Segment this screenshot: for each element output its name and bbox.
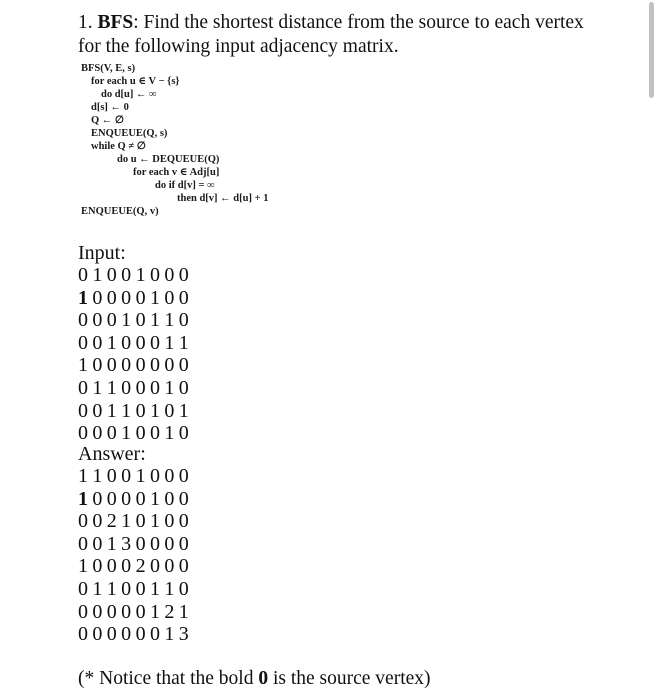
matrix-cell: 1 [78,465,88,487]
matrix-cell: 0 [164,264,175,286]
matrix-row [78,623,193,646]
matrix-cell: 0 [149,532,160,555]
matrix-cell: 0 [149,264,160,286]
question-text-line-2: for the following input adjacency matrix. [78,36,399,57]
matrix-row [78,309,193,332]
matrix-cell: 1 [78,354,88,377]
matrix-cell: 0 [178,354,189,377]
matrix-cell: 1 [164,376,175,399]
matrix-cell: 0 [135,331,146,354]
matrix-cell: 0 [149,331,160,354]
matrix-cell: 0 [78,623,88,646]
matrix-cell: 1 [178,331,189,354]
matrix-row [78,287,193,310]
note-prefix: (* Notice that the bold [78,668,259,689]
matrix-cell: 0 [78,309,88,332]
matrix-row [78,400,193,423]
matrix-row [78,601,193,624]
matrix-cell: 2 [135,555,146,578]
matrix-cell: 0 [92,532,103,555]
matrix-cell: 0 [164,555,175,578]
matrix-row [78,354,193,377]
matrix-cell: 0 [92,623,103,646]
matrix-cell: 0 [135,510,146,533]
matrix-cell: 0 [121,577,132,600]
answer-matrix [78,465,193,646]
matrix-cell: 0 [92,555,103,578]
matrix-cell: 0 [92,600,103,623]
matrix-cell: 0 [164,354,175,377]
matrix-cell: 0 [178,376,189,399]
matrix-cell: 0 [92,309,103,332]
matrix-cell: 0 [106,309,117,332]
matrix-cell: 1 [178,399,189,422]
matrix-cell: 1 [106,331,117,354]
input-matrix [78,264,193,445]
matrix-row [78,377,193,400]
matrix-cell: 0 [92,487,103,510]
pseudocode-line: BFS(V, E, s) [81,63,136,74]
matrix-cell: 0 [149,465,160,487]
pseudocode-line: d[s] ← 0 [91,102,129,113]
matrix-cell: 0 [78,264,88,286]
matrix-cell: 0 [121,487,132,510]
matrix-cell: 1 [149,510,160,533]
matrix-cell: 0 [135,623,146,646]
matrix-cell: 1 [149,577,160,600]
pseudocode-line: ENQUEUE(Q, s) [91,128,168,139]
matrix-cell: 0 [106,487,117,510]
pseudocode-line: ENQUEUE(Q, v) [81,206,159,217]
matrix-cell: 0 [135,487,146,510]
matrix-cell: 0 [135,399,146,422]
note-bold-zero: 0 [258,668,269,689]
matrix-cell: 0 [121,600,132,623]
matrix-cell: 1 [106,399,117,422]
matrix-row [78,533,193,556]
matrix-cell: 1 [92,264,103,286]
matrix-cell: 1 [164,577,175,600]
matrix-cell: 0 [106,264,117,286]
note-suffix: is the source vertex) [268,668,431,689]
matrix-cell: 1 [164,331,175,354]
matrix-cell: 1 [149,600,160,623]
matrix-cell: 2 [164,600,175,623]
matrix-cell: 0 [78,331,88,354]
matrix-cell: 0 [92,331,103,354]
matrix-cell: 0 [78,532,88,555]
matrix-cell: 0 [178,510,189,533]
matrix-cell: 1 [92,577,103,600]
matrix-cell: 0 [121,623,132,646]
matrix-cell: 1 [92,465,103,487]
matrix-cell: 0 [78,399,88,422]
matrix-cell: 1 [78,555,88,578]
matrix-cell: 1 [178,600,189,623]
matrix-cell: 1 [92,376,103,399]
source-note [78,668,431,690]
matrix-row [78,578,193,601]
matrix-row [78,465,193,488]
matrix-cell: 0 [149,555,160,578]
matrix-cell: 0 [164,487,175,510]
matrix-cell: 0 [78,376,88,399]
matrix-cell: 1 [106,577,117,600]
question-text-line-1: : Find the shortest distance from the source to each vertex [133,12,584,33]
matrix-cell: 0 [164,532,175,555]
matrix-cell: 0 [106,354,117,377]
matrix-cell: 0 [135,286,146,309]
matrix-cell: 0 [135,354,146,377]
matrix-cell: 0 [78,510,88,533]
matrix-cell: 0 [135,376,146,399]
matrix-row [78,488,193,511]
matrix-cell: 0 [178,309,189,332]
matrix-cell: 0 [92,399,103,422]
matrix-cell: 0 [149,623,160,646]
matrix-cell: 0 [164,510,175,533]
matrix-cell: 0 [149,422,160,445]
matrix-cell: 0 [178,532,189,555]
matrix-cell: 0 [121,354,132,377]
matrix-cell: 0 [106,555,117,578]
matrix-cell: 0 [121,286,132,309]
matrix-cell: 0 [149,354,160,377]
matrix-cell: 0 [106,600,117,623]
matrix-cell: 0 [121,264,132,286]
question-keyword: BFS [97,12,134,33]
matrix-cell: 0 [135,422,146,445]
matrix-cell: 1 [121,510,132,533]
scrollbar[interactable] [646,0,659,700]
matrix-cell: 0 [178,264,189,286]
matrix-row [78,510,193,533]
matrix-cell: 3 [178,623,189,646]
source-vertex-cell: 1 [78,487,88,510]
matrix-cell: 1 [149,487,160,510]
matrix-cell: 0 [178,465,189,487]
pseudocode-line: do if d[v] = ∞ [155,180,215,191]
matrix-cell: 0 [78,422,88,445]
matrix-cell: 0 [178,577,189,600]
matrix-cell: 0 [135,600,146,623]
source-vertex-cell: 1 [78,286,88,309]
matrix-cell: 1 [164,623,175,646]
matrix-cell: 2 [106,510,117,533]
matrix-cell: 1 [164,422,175,445]
matrix-cell: 0 [92,422,103,445]
matrix-cell: 0 [92,354,103,377]
matrix-cell: 0 [149,376,160,399]
matrix-cell: 0 [178,422,189,445]
pseudocode-line: then d[v] ← d[u] + 1 [177,193,269,204]
matrix-cell: 1 [106,532,117,555]
pseudocode-line: while Q ≠ ∅ [91,141,146,152]
matrix-cell: 0 [178,286,189,309]
matrix-cell: 1 [135,264,146,286]
matrix-cell: 0 [121,376,132,399]
matrix-cell: 0 [135,577,146,600]
matrix-cell: 0 [106,465,117,487]
matrix-cell: 1 [106,376,117,399]
matrix-cell: 0 [78,600,88,623]
matrix-cell: 0 [164,399,175,422]
matrix-cell: 1 [149,286,160,309]
answer-label: Answer: [78,443,146,465]
matrix-row [78,332,193,355]
matrix-cell: 3 [121,532,132,555]
matrix-cell: 0 [106,623,117,646]
pseudocode-line: do d[u] ← ∞ [101,89,157,100]
matrix-cell: 1 [149,309,160,332]
pseudocode-line: for each u ∈ V − {s} [91,76,180,87]
matrix-cell: 0 [78,577,88,600]
matrix-cell: 0 [135,309,146,332]
question-text [78,11,638,59]
question-number: 1. [78,12,93,33]
matrix-cell: 0 [92,286,103,309]
pseudocode-line: Q ← ∅ [91,115,125,126]
matrix-cell: 1 [164,309,175,332]
matrix-cell: 0 [178,555,189,578]
matrix-cell: 0 [164,286,175,309]
matrix-cell: 1 [135,465,146,487]
matrix-row [78,422,193,445]
matrix-cell: 1 [121,309,132,332]
matrix-cell: 1 [121,399,132,422]
matrix-cell: 1 [121,422,132,445]
scrollbar-thumb[interactable] [649,2,654,98]
matrix-cell: 0 [178,487,189,510]
bfs-pseudocode [81,62,268,218]
matrix-cell: 0 [164,465,175,487]
question-line-1 [78,11,638,35]
matrix-cell: 1 [149,399,160,422]
matrix-cell: 0 [135,532,146,555]
matrix-row [78,264,193,287]
pseudocode-line: do u ← DEQUEUE(Q) [117,154,220,165]
matrix-cell: 0 [121,555,132,578]
matrix-cell: 0 [92,510,103,533]
matrix-cell: 0 [121,331,132,354]
matrix-cell: 0 [106,422,117,445]
input-label: Input: [78,242,126,264]
matrix-cell: 0 [106,286,117,309]
matrix-row [78,555,193,578]
matrix-cell: 0 [121,465,132,487]
pseudocode-line: for each v ∈ Adj[u] [133,167,220,178]
